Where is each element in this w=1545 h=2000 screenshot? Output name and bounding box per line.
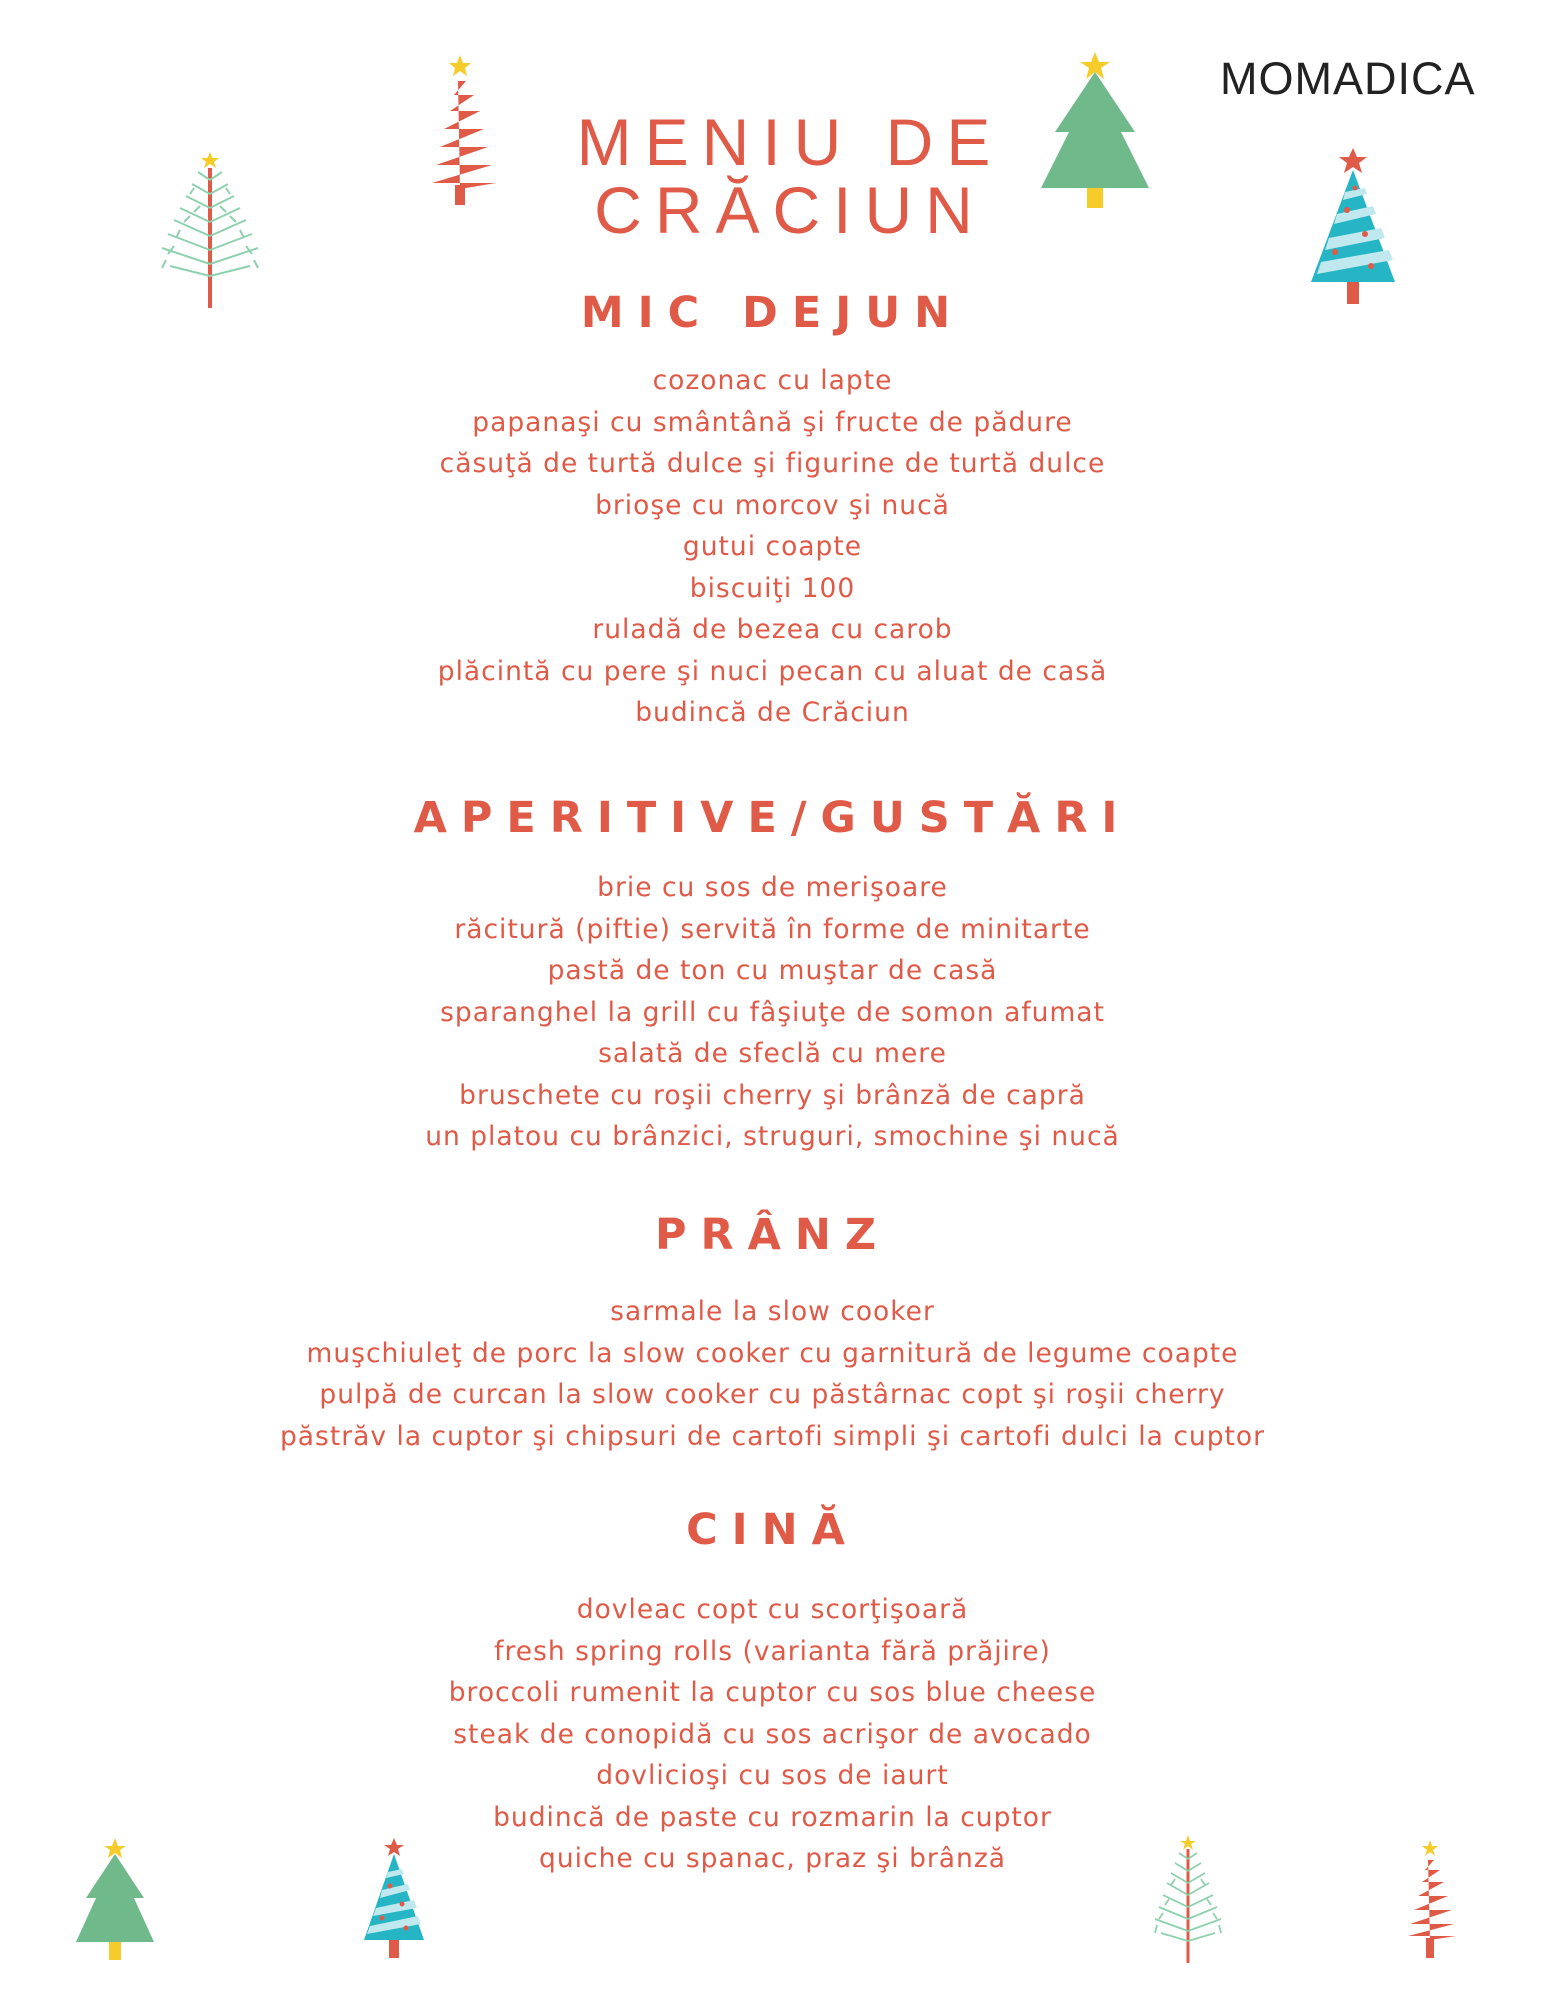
list-item: răcitură (piftie) servită în forme de minitarte [454, 913, 1091, 945]
list-item: un platou cu brânzici, struguri, smochine şi nucă [425, 1121, 1120, 1152]
menu-list-mic-dejun [0, 360, 1545, 734]
list-item: steak de conopidă cu sos acrişor de avocado [453, 1718, 1092, 1750]
striped-teal-tree-icon [360, 1838, 428, 1960]
list-item: căsuţă de turtă dulce şi figurine de turtă dulce [439, 448, 1106, 479]
brand-logo [1220, 53, 1480, 105]
list-item: broccoli rumenit la cuptor cu sos blue cheese [448, 1677, 1097, 1708]
list-item: quiche cu spanac, praz şi brânză [539, 1843, 1006, 1874]
menu-list-aperitive [0, 867, 1545, 1158]
list-item: gutui coapte [682, 531, 863, 562]
zigzag-tree-icon [1400, 1840, 1460, 1960]
page-title-line-2: CRĂCIUN [594, 173, 986, 247]
list-item: plăcintă cu pere şi nuci pecan cu aluat de casă [437, 655, 1108, 687]
list-item: fresh spring rolls (varianta fără prăjire) [494, 1635, 1051, 1667]
list-item: bruschete cu roşii cherry şi brânză de capră [459, 1079, 1086, 1111]
list-item: salată de sfeclă cu mere [598, 1038, 947, 1069]
list-item: pulpă de curcan la slow cooker cu păstârnac copt şi roşii cherry [319, 1379, 1226, 1410]
list-item: sparanghel la grill cu fâşiuţe de somon afumat [440, 996, 1105, 1028]
pine-tree-icon [1145, 1835, 1231, 1965]
menu-list-cina [0, 1589, 1545, 1880]
striped-teal-tree-icon [1305, 148, 1401, 308]
list-item: dovlicioşi cu sos de iaurt [596, 1760, 949, 1791]
list-item: papanaşi cu smântână şi fructe de pădure [472, 406, 1073, 438]
section-title-pranz: PRÂNZ [654, 1210, 891, 1260]
pine-tree-icon [150, 150, 270, 312]
list-item: budincă de Crăciun [635, 697, 910, 728]
green-tree-icon [72, 1838, 158, 1962]
green-tree-icon [1035, 52, 1155, 212]
list-item: păstrăv la cuptor şi chipsuri de cartofi simpli şi cartofi dulci la cuptor [279, 1420, 1266, 1452]
list-item: brie cu sos de merişoare [597, 872, 948, 903]
section-title-mic-dejun: MIC DEJUN [580, 288, 965, 338]
page-title-line-1: MENIU DE [576, 105, 1004, 179]
list-item: sarmale la slow cooker [610, 1296, 935, 1327]
list-item: brioşe cu morcov şi nucă [595, 489, 950, 521]
list-item: biscuiţi 100 [689, 572, 856, 604]
list-item: cozonac cu lapte [652, 365, 893, 396]
list-item: ruladă de bezea cu carob [592, 614, 953, 645]
list-item: budincă de paste cu rozmarin la cuptor [493, 1801, 1052, 1833]
list-item: dovleac copt cu scorţişoară [576, 1594, 969, 1625]
brand-logo-text: MOMADICA [1220, 53, 1476, 104]
list-item: muşchiuleţ de porc la slow cooker cu garnitură de legume coapte [306, 1337, 1239, 1369]
list-item: pastă de ton cu muştar de casă [547, 955, 998, 986]
section-title-cina: CINĂ [686, 1505, 859, 1555]
menu-list-pranz [0, 1291, 1545, 1457]
zigzag-tree-icon [420, 55, 500, 207]
section-title-aperitive: APERITIVE/GUSTĂRI [413, 793, 1132, 843]
